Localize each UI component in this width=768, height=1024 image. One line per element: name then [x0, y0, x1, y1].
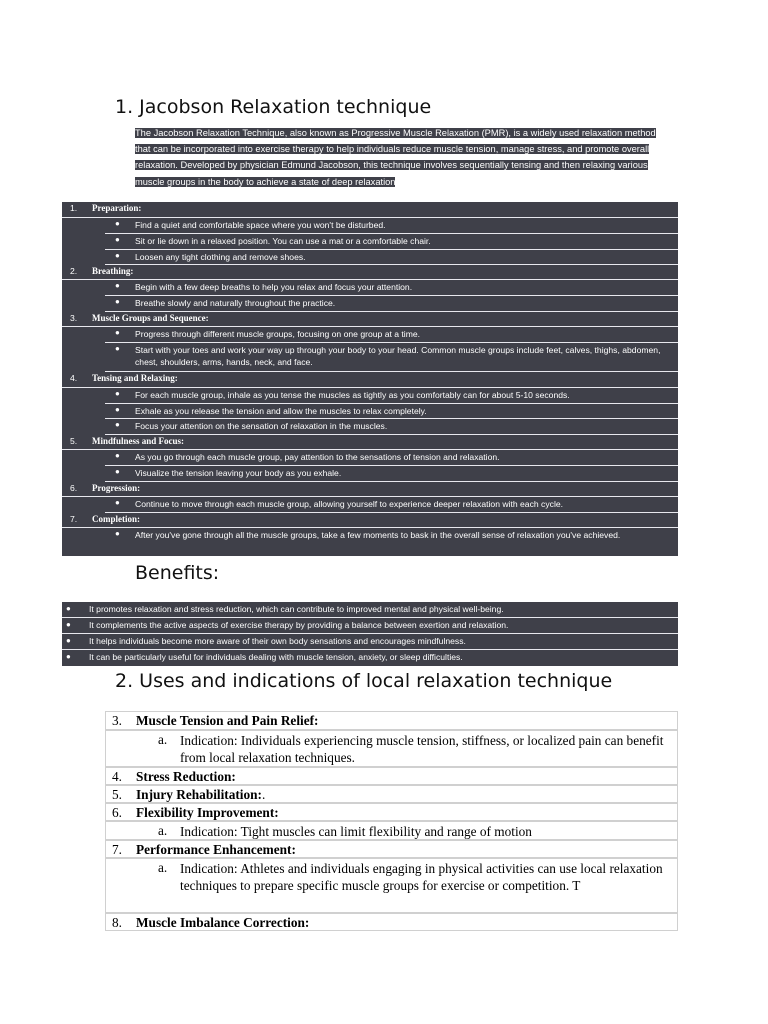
list-item: ● Progress through different muscle groups, focusing on one group at a time.	[105, 327, 678, 343]
bullet-icon: ●	[115, 251, 120, 260]
list-item: ● Exhale as you release the tension and allow the muscles to relax completely.	[105, 404, 678, 419]
table-row: 3. Muscle Tension and Pain Relief:	[105, 711, 678, 730]
bullet-icon: ●	[115, 420, 120, 429]
list-item: ● It complements the active aspects of exercise therapy by providing a balance between exertion and relaxation.	[62, 618, 678, 634]
step-4: 4. Tensing and Relaxing:	[62, 372, 678, 388]
bullet-icon: ●	[115, 297, 120, 306]
list-item: ● As you go through each muscle group, pay attention to the sensations of tension and relaxation.	[105, 450, 678, 466]
heading-jacobson: 1. Jacobson Relaxation technique	[115, 96, 432, 118]
list-item: ● Sit or lie down in a relaxed position. You can use a mat or a comfortable chair.	[105, 234, 678, 250]
intro-paragraph: The Jacobson Relaxation Technique, also known as Progressive Muscle Relaxation (PMR), is a widely used relaxation method that can be incorporated into exercise therapy to help individuals reduce muscle tension, manage stress, and promote overall relaxation. Developed by physician Edmund Jacobson, this technique involves sequentially tensing and then relaxing various muscle groups in the body to achieve a state of deep relaxation	[135, 128, 656, 187]
steps-block	[62, 202, 678, 556]
list-item: ● Visualize the tension leaving your body as you exhale.	[105, 466, 678, 482]
bullet-icon: ●	[66, 652, 71, 661]
table-row: a. Indication: Athletes and individuals engaging in physical activities can use local relaxation techniques to prepare specific muscle groups for exercise or competition. T	[105, 858, 678, 913]
list-item: ● Breathe slowly and naturally throughout the practice.	[105, 296, 678, 312]
bullet-icon: ●	[115, 328, 120, 337]
list-item: ● It helps individuals become more aware of their own body sensations and encourages mindfulness.	[62, 634, 678, 650]
table-row: 6. Flexibility Improvement:	[105, 803, 678, 821]
table-row: 8. Muscle Imbalance Correction:	[105, 913, 678, 931]
list-item: ● It promotes relaxation and stress reduction, which can contribute to improved mental and physical well-being.	[62, 602, 678, 618]
step-6: 6. Progression:	[62, 482, 678, 497]
step-7: 7. Completion:	[62, 513, 678, 528]
list-item: ● Focus your attention on the sensation of relaxation in the muscles.	[105, 419, 678, 435]
bullet-icon: ●	[115, 389, 120, 398]
list-item: ● For each muscle group, inhale as you tense the muscles as tightly as you comfortably can for about 5-10 seconds.	[105, 388, 678, 404]
list-item: ● Find a quiet and comfortable space where you won't be disturbed.	[105, 218, 678, 234]
table-row: 7. Performance Enhancement:	[105, 840, 678, 858]
bullet-icon: ●	[115, 235, 120, 244]
step-3: 3. Muscle Groups and Sequence:	[62, 312, 678, 327]
table-row: 5. Injury Rehabilitation:.	[105, 785, 678, 803]
list-item: ● Loosen any tight clothing and remove shoes.	[105, 250, 678, 265]
bullet-icon: ●	[115, 451, 120, 460]
list-item: ● It can be particularly useful for individuals dealing with muscle tension, anxiety, or sleep difficulties.	[66, 652, 463, 662]
list-item: ● After you've gone through all the muscle groups, take a few moments to bask in the overall sense of relaxation you've achieved.	[115, 529, 621, 540]
bullet-icon: ●	[115, 405, 120, 414]
bullet-icon: ●	[115, 467, 120, 476]
bullet-icon: ●	[115, 281, 120, 290]
bullet-icon: ●	[66, 604, 71, 613]
bullet-icon: ●	[115, 498, 120, 507]
table-row: a. Indication: Tight muscles can limit flexibility and range of motion	[105, 821, 678, 840]
step-1: 1. Preparation:	[62, 202, 678, 218]
bullet-icon: ●	[66, 636, 71, 645]
table-row: 4. Stress Reduction:	[105, 767, 678, 785]
bullet-icon: ●	[66, 620, 71, 629]
list-item: ● Start with your toes and work your way up through your body to your head. Common muscle groups include feet, calves, thighs, abdomen, chest, shoulders, arms, hands, neck, and face.	[105, 343, 678, 372]
list-item: ● Begin with a few deep breaths to help you relax and focus your attention.	[105, 280, 678, 296]
bullet-icon: ●	[115, 219, 120, 228]
step-5: 5. Mindfulness and Focus:	[62, 435, 678, 450]
benefits-heading: Benefits:	[135, 562, 220, 584]
table-row: a. Indication: Individuals experiencing muscle tension, stiffness, or localized pain can benefit from local relaxation techniques.	[105, 730, 678, 767]
heading-uses: 2. Uses and indications of local relaxation technique	[115, 670, 613, 692]
list-item: ● Continue to move through each muscle group, allowing yourself to experience deeper relaxation with each cycle.	[105, 497, 678, 513]
bullet-icon: ●	[115, 344, 120, 353]
bullet-icon: ●	[115, 529, 120, 538]
benefits-list	[62, 602, 678, 666]
step-2: 2. Breathing:	[62, 265, 678, 280]
